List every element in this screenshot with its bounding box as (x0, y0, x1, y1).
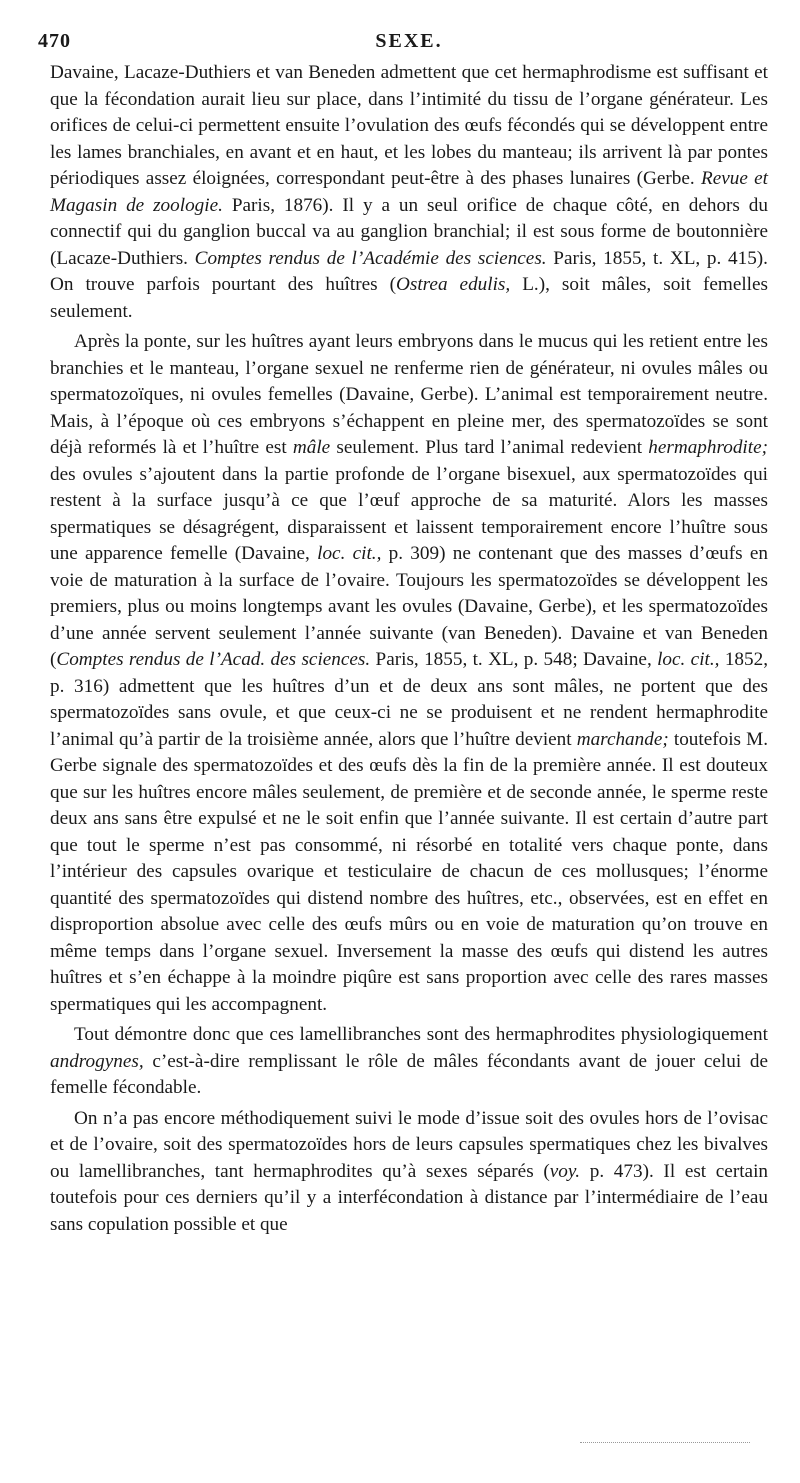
italic-run: Comptes rendus de l’Acad. des sciences. (56, 649, 371, 670)
text-run: Tout démontre donc que ces lamellibranches sont des hermaphrodites physiologiquement (74, 1024, 768, 1045)
italic-run: androgynes, (50, 1050, 144, 1072)
running-head (38, 30, 768, 60)
text-run: On n’a pas encore méthodiquement suivi le mode d’issue soit des ovules hors de l’ovisac et de l’ovaire, soit des spermatozoïdes hors de leurs capsules spermatiques chez les bivalves ou lamellibranches, tant hermaphrodites qu’à sexes séparés ( (50, 1107, 768, 1182)
page-number: 470 (38, 30, 71, 52)
text-run: c’est-à-dire remplissant le rôle de mâles fécondants avant de jouer celui de femelle fécondable. (50, 1050, 768, 1098)
text-run: Paris, 1855, t. XL, p. 415). On trouve parfois pourtant des huîtres ( (50, 247, 768, 295)
text-run: Après la ponte, sur les huîtres ayant leurs embryons dans le mucus qui les retient entre les branchies et le manteau, l’organe sexuel ne renferme rien de générateur, ni ovules mâles ou spermatozoïques, ni ovules femelles (Davaine, Gerbe). L’animal est temporairement neutre. Mais, à l’époque où ces embryons s’échappent en pleine mer, des spermatozoïdes se sont déjà reformés là et l’huître est (50, 331, 768, 458)
text-run: 1852, p. 316) admettent que les huîtres d’un et de deux ans sont mâles, ne portent que des spermatozoïdes sans ovule, et que ceux-ci ne se produisent et ne rendent hermaphrodite l’animal qu’à partir de la troisième année, alors que l’huître devient (50, 649, 768, 750)
text-run: Paris, 1855, t. XL, p. 548; Davaine, (370, 649, 658, 670)
text-run: seulement. Plus tard l’animal redevient (330, 437, 649, 458)
italic-run: Ostrea edulis, (396, 274, 511, 295)
paragraph (50, 329, 768, 1018)
italic-run: loc. cit., (657, 649, 720, 670)
italic-run: Revue et Magasin de zoologie. (50, 168, 768, 216)
italic-run: loc. cit., (317, 543, 382, 564)
italic-run: voy. (549, 1160, 581, 1182)
text-run: toutefois M. Gerbe signale des spermatozoïdes et des œufs dès la fin de la première année. Il est douteux que sur les huîtres encore mâles seulement, de première et de seconde année, le sperme reste deux ans sans être expulsé et ne le soit enfin que l’année suivante. Il est certain d’autre part que tout le sperme n’est pas consommé, ni résorbé en totalité vers chaque ponte, dans l’intérieur des capsules ovarique et testiculaire de chacun de ces mollusques; l’énorme quantité des spermatozoïdes qui distend nombre des huîtres, etc., observées, est en effet en disproportion absolue avec celle des œufs mûrs ou en voie de maturation qu’on trouve en même temps dans l’organe sexuel. Inversement la masse des œufs qui distend les autres huîtres et s’en échappe à la moindre piqûre est sans proportion avec celle des rares masses spermatiques qui les accompagnent. (50, 728, 768, 1015)
text-run: Paris, 1876). Il y a un seul orifice de chaque côté, en dehors du connectif qui du ganglion buccal va au ganglion branchial; il est sous forme de boutonnière (Lacaze-Duthiers. (50, 194, 768, 269)
italic-run: marchande; (576, 728, 669, 750)
footer-rule (580, 1442, 750, 1443)
text-run: L.), soit mâles, soit femelles seulement. (50, 274, 768, 322)
italic-run: hermaphrodite; (648, 437, 768, 458)
text-run: Davaine, Lacaze-Duthiers et van Beneden admettent que cet hermaphrodisme est suffisant et que la fécondation aurait lieu sur place, dans l’intimité du tissu de l’organe générateur. Les orifices de celui-ci permettent ensuite l’ovulation des œufs fécondés qui se développent entre les lames branchiales, en avant et en haut, et les lobes du manteau; ils arrivent là par pontes périodiques assez éloignées, correspondant peut-être à des phases lunaires (Gerbe. (50, 62, 768, 189)
text-run: des ovules s’ajoutent dans la partie profonde de l’organe bisexuel, aux spermatozoïdes qui restent à la surface jusqu’à ce que l’œuf approche de sa maturité. Alors les masses spermatiques se désagrégent, disparaissent et laissent temporairement encore l’huître sous une apparence femelle (Davaine, (50, 463, 768, 564)
text-run: p. 309) ne contenant que des masses d’œufs en voie de maturation à la surface de l’ovaire. Toujours les spermatozoïdes se développent les premiers, plus ou moins longtemps avant les ovules (Davaine, Gerbe), et les spermatozoïdes d’une année servent seulement l’année suivante (van Beneden). Davaine et van Beneden ( (50, 543, 768, 670)
body-text (50, 60, 768, 1238)
book-page (38, 30, 768, 1238)
running-title: SEXE. (375, 30, 443, 52)
italic-run: Comptes rendus de l’Académie des sciences. (194, 247, 547, 269)
paragraph (50, 1022, 768, 1102)
text-run: p. 473). Il est certain toutefois pour ces derniers qu’il y a interfécondation à distance par l’intermédiaire de l’eau sans copulation possible et que (50, 1160, 768, 1235)
italic-run: mâle (292, 437, 331, 458)
paragraph (50, 1106, 768, 1239)
paragraph (50, 60, 768, 325)
